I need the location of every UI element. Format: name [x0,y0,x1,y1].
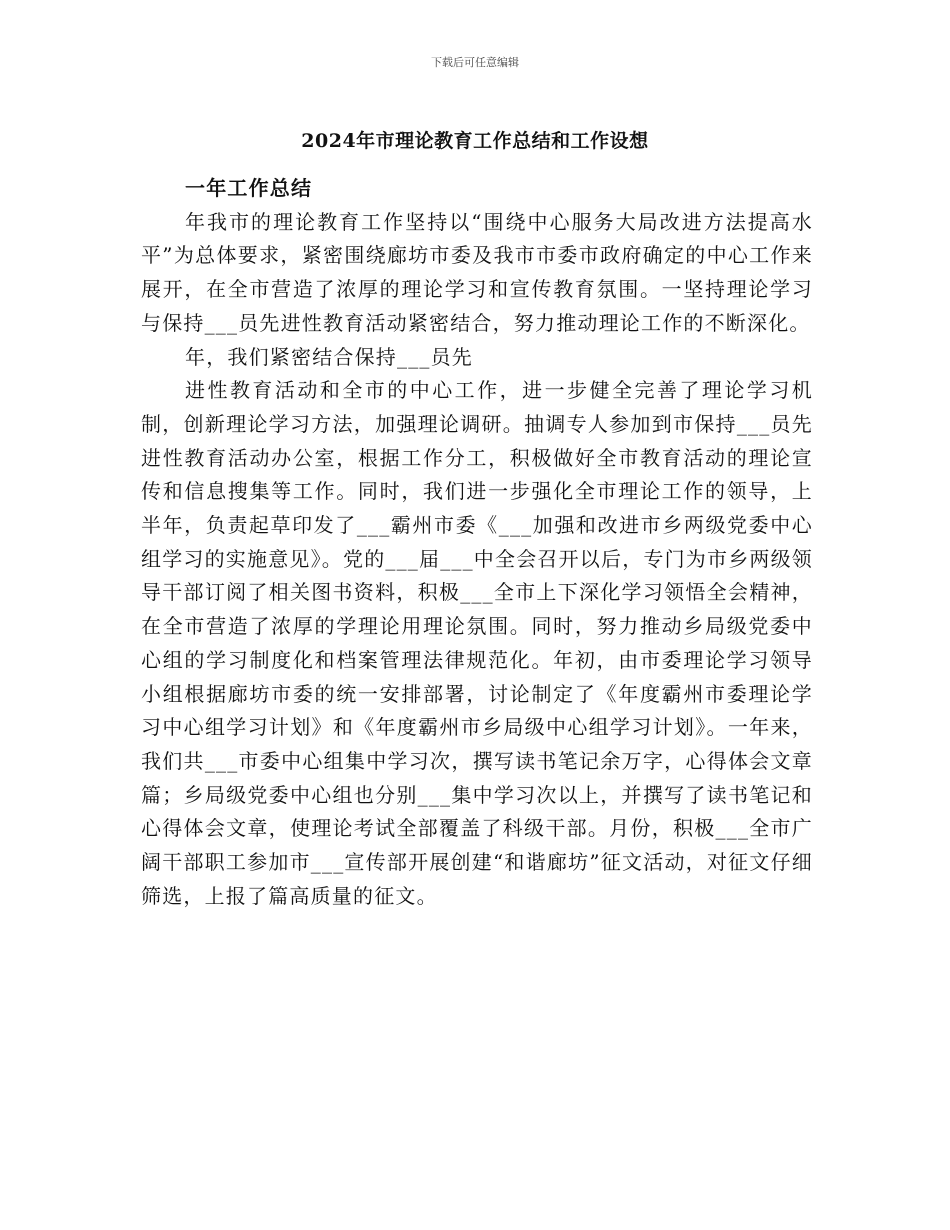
document-title: 2024年市理论教育工作总结和工作设想 [301,130,649,152]
paragraph-2: 年，我们紧密结合保持___员先 [185,344,473,369]
paragraph-3: 进性教育活动和全市的中心工作，进一步健全完善了理论学习机制，创新理论学习方法，加强理论调研。抽调专人参加到市保持___员先进性教育活动办公室，根据工作分工，积极做好全市教育活动的理论宣传和信息搜集等工作。同时，我们进一步强化全市理论工作的领导，上半年，负责起草印发了___霸州市委《___加强和改进市乡两级党委中心组学习的实施意见》。党的___届___中全会召开以后，专门为市乡两级领导干部订阅了相关图书资料，积极___全市上下深化学习领悟全会精神，在全市营造了浓厚的学理论用理论氛围。同时，努力推动乡局级党委中心组的学习制度化和档案管理法律规范化。年初，由市委理论学习领导小组根据廊坊市委的统一安排部署，讨论制定了《年度霸州市委理论学习中心组学习计划》和《年度霸州市乡局级中心组学习计划》。一年来，我们共___市委中心组集中学习次，撰写读书笔记余万字，心得体会文章篇；乡局级党委中心组也分别___集中学习次以上，并撰写了读书笔记和心得体会文章，使理论考试全部覆盖了科级干部。月份，积极___全市广阔干部职工参加市___宣传部开展创建“和谐廊坊”征文活动，对征文仔细筛选，上报了篇高质量的征文。 [141,378,813,908]
header-note: 下载后可任意编辑 [431,56,519,69]
document-body [141,172,813,913]
paragraph-1: 年我市的理论教育工作坚持以“围绕中心服务大局改进方法提高水平”为总体要求，紧密围绕廊坊市委及我市市委市政府确定的中心工作来展开，在全市营造了浓厚的理论学习和宣传教育氛围。一坚持理论学习与保持___员先进性教育活动紧密结合，努力推动理论工作的不断深化。 [141,209,813,335]
section-heading: 一年工作总结 [185,176,313,200]
